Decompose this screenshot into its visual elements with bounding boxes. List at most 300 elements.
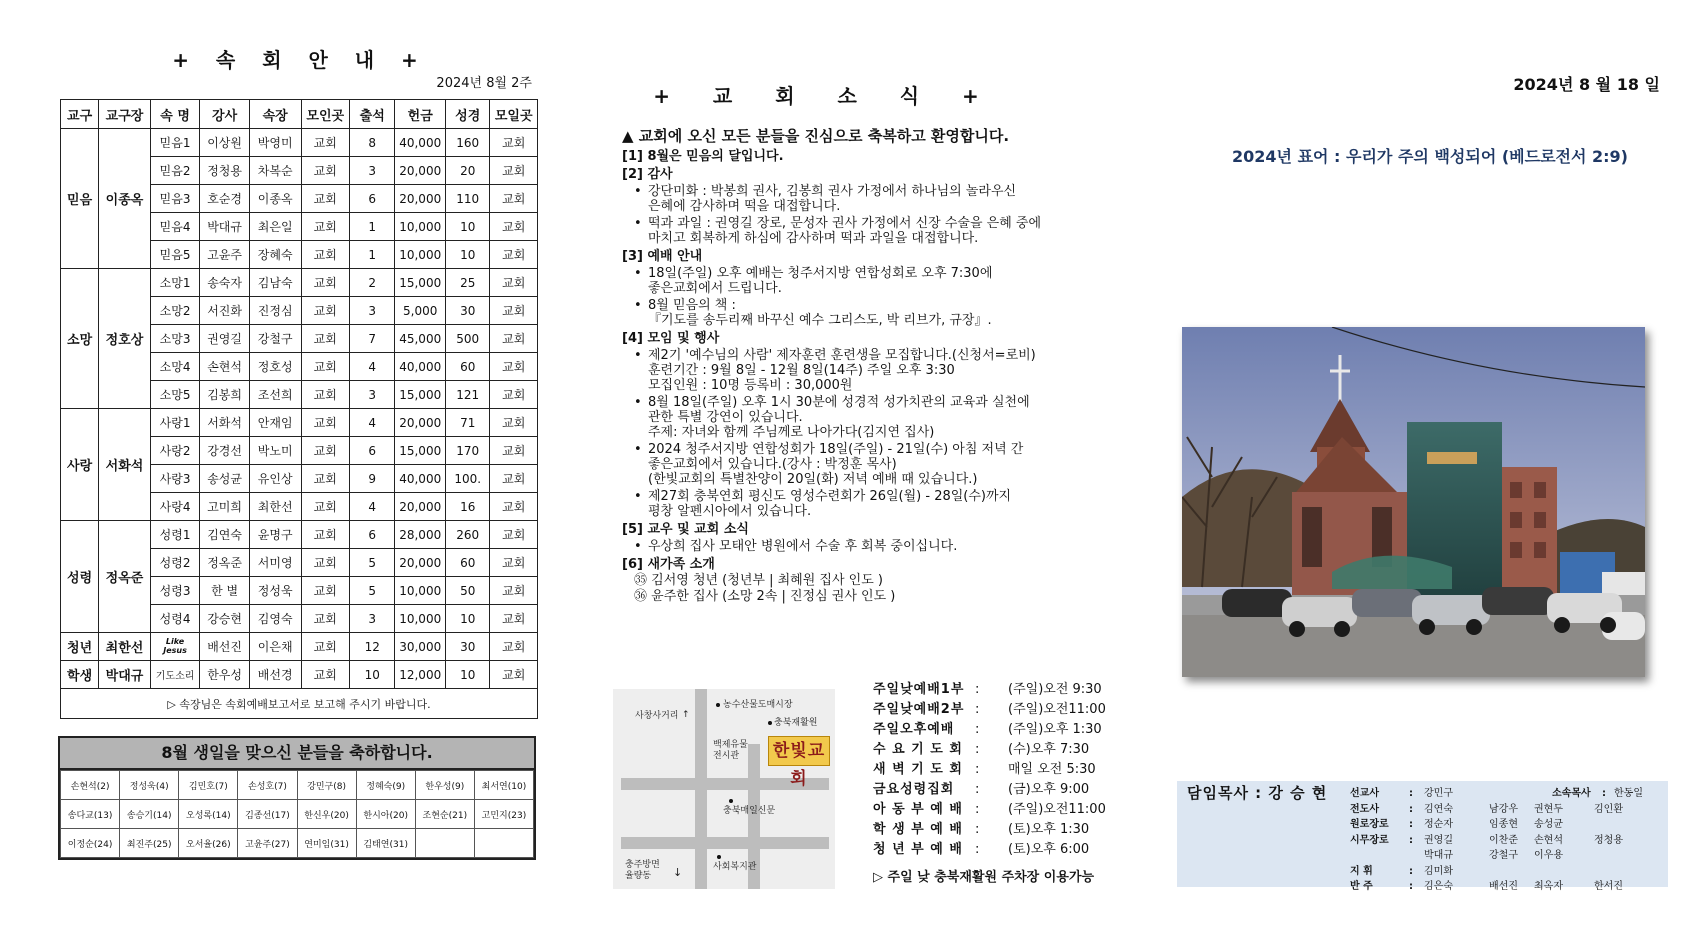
table-cell: 10 xyxy=(446,661,490,689)
map-arrow-up-icon: ↑ xyxy=(682,710,690,720)
service-name: 수 요 기 도 회 xyxy=(873,742,963,757)
news-section-heading: [2] 감사 xyxy=(622,167,673,182)
birthday-title: 8월 생일을 맞으신 분들을 축하합니다. xyxy=(60,738,534,770)
church-news-title: + 교 회 소 식 + xyxy=(653,84,997,108)
staff-role-label: 반 주 xyxy=(1350,881,1373,892)
table-cell: 장혜숙 xyxy=(249,241,301,269)
table-cell: 유인상 xyxy=(249,465,301,493)
table-cell: 교회 xyxy=(301,157,350,185)
table-cell: 교회 xyxy=(301,605,350,633)
service-time: (주일)오전11:00 xyxy=(1008,702,1106,717)
staff-role xyxy=(1350,786,1412,801)
table-cell: 교회 xyxy=(490,465,538,493)
table-cell: 교회 xyxy=(490,185,538,213)
staff-role xyxy=(1350,879,1412,894)
table-cell: 교회 xyxy=(301,241,350,269)
service-name: 주일오후예배 xyxy=(873,722,955,737)
news-item: • 제2기 '예수님의 사람' 제자훈련 훈련생을 모집합니다.(신청서=로비) 훈련기간 : 9월 8일 - 12월 8일(14주) 주일 오후 3:30 모집인원 : 10명 등록비 : 30,000원 xyxy=(634,348,1122,393)
table-cell: 서화석 xyxy=(200,409,250,437)
table-cell: 15,000 xyxy=(395,437,446,465)
table-cell: 교회 xyxy=(301,129,350,157)
table-header-cell: 교구장 xyxy=(99,100,151,129)
table-cell: 100. xyxy=(446,465,490,493)
table-cell: 교회 xyxy=(490,521,538,549)
table-cell: 사랑1 xyxy=(150,409,200,437)
service-time: 매일 오전 5:30 xyxy=(1008,762,1096,777)
table-cell: 교회 xyxy=(490,605,538,633)
service-time: (토)오후 1:30 xyxy=(1008,822,1090,837)
district-leader-cell: 정옥준 xyxy=(99,521,151,633)
staff-name: 송성균 xyxy=(1534,819,1563,830)
news-list xyxy=(622,184,1122,246)
table-cell: 20,000 xyxy=(395,157,446,185)
table-cell: 9 xyxy=(350,465,395,493)
table-cell: 10,000 xyxy=(395,241,446,269)
table-cell: 교회 xyxy=(301,661,350,689)
table-cell: 15,000 xyxy=(395,381,446,409)
table-cell: 성령4 xyxy=(150,605,200,633)
table-cell: 믿음5 xyxy=(150,241,200,269)
staff-name: 김은숙 xyxy=(1424,881,1453,892)
table-cell: 3 xyxy=(350,297,395,325)
table-cell: 4 xyxy=(350,353,395,381)
table-cell: 김연숙 xyxy=(200,521,250,549)
district-cell: 성령 xyxy=(61,521,99,633)
table-cell: 30 xyxy=(446,297,490,325)
table-cell: 교회 xyxy=(490,633,538,661)
news-section-heading: [3] 예배 안내 xyxy=(622,249,703,264)
table-cell: 믿음2 xyxy=(150,157,200,185)
table-cell: 4 xyxy=(350,409,395,437)
table-row xyxy=(61,269,538,297)
table-cell: 2 xyxy=(350,269,395,297)
table-cell: 최한선 xyxy=(249,493,301,521)
district-cell: 소망 xyxy=(61,269,99,409)
schedule-row xyxy=(873,780,1113,800)
map-label-rehab: 충북재활원 xyxy=(774,718,818,728)
map-label-museum: 백제유물 전시관 xyxy=(713,740,748,761)
district-leader-cell: 서화석 xyxy=(99,409,151,521)
table-cell: 교회 xyxy=(490,297,538,325)
birthday-cell: 정성욱(4) xyxy=(120,771,179,800)
table-cell: 10 xyxy=(350,661,395,689)
birthday-cell: 한시아(20) xyxy=(356,800,415,829)
table-cell: 성령3 xyxy=(150,577,200,605)
table-cell: 60 xyxy=(446,549,490,577)
table-cell: 서미영 xyxy=(249,549,301,577)
table-cell: 안재임 xyxy=(249,409,301,437)
table-cell: 차복순 xyxy=(249,157,301,185)
schedule-row xyxy=(873,680,1113,700)
staff-colon: : xyxy=(1602,788,1606,799)
annual-motto: 2024년 표어 : 우리가 주의 백성되어 (베드로전서 2:9) xyxy=(1232,147,1628,166)
parking-note: ▷ 주일 낮 충북재활원 주차장 이용가능 xyxy=(873,870,1094,885)
table-cell: 김남숙 xyxy=(249,269,301,297)
table-cell: 4 xyxy=(350,493,395,521)
schedule-row xyxy=(873,820,1113,840)
table-cell: 교회 xyxy=(301,549,350,577)
district-cell: 사랑 xyxy=(61,409,99,521)
staff-role-label: 시무장로 xyxy=(1350,834,1389,846)
table-cell: 5,000 xyxy=(395,297,446,325)
table-cell: 교회 xyxy=(490,661,538,689)
table-cell: 믿음3 xyxy=(150,185,200,213)
worship-schedule xyxy=(873,680,1113,860)
table-cell: 송숙자 xyxy=(200,269,250,297)
table-cell: 7 xyxy=(350,325,395,353)
table-cell: 28,000 xyxy=(395,521,446,549)
map-arrow-down-icon: ↓ xyxy=(673,866,683,879)
table-row xyxy=(61,409,538,437)
newcomer-item: ㊱ 윤주한 집사 (소망 2속 | 진정심 권사 인도 ) xyxy=(634,589,896,604)
staff-role-label: 선교사 xyxy=(1350,788,1379,799)
staff-name: 김연숙 xyxy=(1424,803,1453,815)
table-cell: 121 xyxy=(446,381,490,409)
news-list xyxy=(622,266,1122,328)
table-row-student xyxy=(61,661,538,689)
table-cell: 교회 xyxy=(490,549,538,577)
birthday-cell: 연미임(31) xyxy=(297,829,356,858)
table-cell: 20,000 xyxy=(395,493,446,521)
staff-name: 김미화 xyxy=(1424,865,1453,877)
birthday-cell: 손성호(7) xyxy=(238,771,297,800)
table-cell: 교회 xyxy=(301,437,350,465)
news-list xyxy=(622,539,1122,554)
map-marker-icon xyxy=(717,855,721,859)
birthday-cell: 김종선(17) xyxy=(238,800,297,829)
table-cell: 8 xyxy=(350,129,395,157)
table-cell: 교회 xyxy=(301,297,350,325)
table-cell: 이상원 xyxy=(200,129,250,157)
table-header-cell: 속장 xyxy=(249,100,301,129)
birthday-cell: 고윤주(27) xyxy=(238,829,297,858)
table-cell: 정성욱 xyxy=(249,577,301,605)
staff-role xyxy=(1350,802,1412,817)
table-cell: 호순경 xyxy=(200,185,250,213)
schedule-row xyxy=(873,800,1113,820)
table-cell: 교회 xyxy=(301,381,350,409)
news-item: • 강단미화 : 박봉희 권사, 김봉희 권사 가정에서 하나님의 놀라우신 은혜에 감사하며 떡을 대접합니다. xyxy=(634,184,1122,214)
district-leader-cell: 정호상 xyxy=(99,269,151,409)
birthday-cell: 오성록(14) xyxy=(179,800,238,829)
table-cell: 정청용 xyxy=(200,157,250,185)
birthday-box xyxy=(58,736,536,860)
news-section-heading: [5] 교우 및 교회 소식 xyxy=(622,522,749,537)
table-cell: 강철구 xyxy=(249,325,301,353)
table-cell: 3 xyxy=(350,157,395,185)
birthday-cell: 한신우(20) xyxy=(297,800,356,829)
table-cell: 교회 xyxy=(301,577,350,605)
staff-role-label: 지 휘 xyxy=(1350,865,1373,877)
table-row xyxy=(61,521,538,549)
birthday-row xyxy=(61,829,534,858)
news-item: • 2024 청주서지방 연합성회가 18일(주일) - 21일(수) 아침 저녁 간 좋은교회에서 있습니다.(강사 : 박정훈 목사) (한빛교회의 특별찬양이 20일(화) 저녁 예배 때 있습니다.) xyxy=(634,442,1122,487)
bulletin-date: 2024년 8 월 18 일 xyxy=(1513,75,1660,94)
table-cell: 교회 xyxy=(490,409,538,437)
staff-colon: : xyxy=(1409,819,1413,830)
table-header-cell: 성경 xyxy=(446,100,490,129)
map-label-newspaper: 충북매일신문 xyxy=(723,806,776,816)
birthday-cell xyxy=(415,829,474,858)
like-jesus-bottom: Jesus xyxy=(163,646,187,655)
table-cell: 교회 xyxy=(301,521,350,549)
district-cell: 학생 xyxy=(61,661,99,689)
table-cell: 40,000 xyxy=(395,129,446,157)
table-cell: 이은채 xyxy=(249,633,301,661)
table-header-cell: 교구 xyxy=(61,100,99,129)
birthday-cell: 고민지(23) xyxy=(474,800,533,829)
staff-role xyxy=(1350,817,1412,832)
service-time: (토)오후 6:00 xyxy=(1008,842,1090,857)
staff-role xyxy=(1350,833,1412,848)
table-cell: 25 xyxy=(446,269,490,297)
youth-cell-name xyxy=(150,633,200,661)
service-name: 금요성령집회 xyxy=(873,782,955,797)
table-cell: 20,000 xyxy=(395,549,446,577)
table-cell: 진정심 xyxy=(249,297,301,325)
birthday-cell: 김민호(7) xyxy=(179,771,238,800)
birthday-cell: 이정순(24) xyxy=(61,829,120,858)
news-item: • 18일(주일) 오후 예배는 청주서지방 연합성회로 오후 7:30에 좋은교회에서 드립니다. xyxy=(634,266,1122,296)
schedule-row xyxy=(873,760,1113,780)
table-header-cell: 출석 xyxy=(350,100,395,129)
table-cell: 교회 xyxy=(301,465,350,493)
news-item: • 8월 18일(주일) 오후 1시 30분에 성경적 성가치관의 교육과 실천에 관한 특별 강연이 있습니다. 주제: 자녀와 함께 주님께로 나아가다(김지연 집사) xyxy=(634,395,1122,440)
church-building-photo xyxy=(1182,327,1645,677)
newcomer-item: ㉟ 김서영 청년 (청년부 | 최혜원 집사 인도 ) xyxy=(634,573,883,588)
table-cell: 160 xyxy=(446,129,490,157)
table-cell: 260 xyxy=(446,521,490,549)
table-cell: 박대규 xyxy=(200,213,250,241)
service-name: 주일낮예배1부 xyxy=(873,682,965,697)
church-news xyxy=(622,129,1122,605)
birthday-table xyxy=(60,770,534,858)
district-leader-cell: 최한선 xyxy=(99,633,151,661)
table-cell: 12 xyxy=(350,633,395,661)
staff-name: 임종현 xyxy=(1489,819,1518,830)
table-cell: 교회 xyxy=(490,577,538,605)
table-cell: 3 xyxy=(350,381,395,409)
service-time: (금)오후 9:00 xyxy=(1008,782,1090,797)
table-cell: 1 xyxy=(350,213,395,241)
table-cell: 한우성 xyxy=(200,661,250,689)
table-cell: 교회 xyxy=(490,493,538,521)
table-cell: 배선경 xyxy=(249,661,301,689)
staff-name: 이찬준 xyxy=(1489,834,1518,846)
staff-name: 한동일 xyxy=(1614,788,1643,799)
news-item: • 8월 믿음의 책 : 『기도를 송두리째 바꾸신 예수 그리스도, 박 리브가, 규장』. xyxy=(634,298,1122,328)
schedule-colon: : xyxy=(975,742,980,757)
table-cell: 교회 xyxy=(490,213,538,241)
table-cell: 1 xyxy=(350,241,395,269)
staff-name: 강철구 xyxy=(1489,850,1518,861)
schedule-row xyxy=(873,700,1113,720)
birthday-cell: 조현순(21) xyxy=(415,800,474,829)
table-cell: 교회 xyxy=(490,381,538,409)
church-photo-image xyxy=(1182,327,1645,677)
table-cell: 교회 xyxy=(490,241,538,269)
map-marker-icon xyxy=(716,703,720,707)
table-cell: 10,000 xyxy=(395,605,446,633)
like-jesus-logo xyxy=(163,637,187,655)
schedule-row xyxy=(873,740,1113,760)
news-item: • 제27회 충북연회 평신도 영성수련회가 26일(월) - 28일(수)까지 평창 알펜시아에서 있습니다. xyxy=(634,489,1122,519)
news-item: • 우상희 집사 모태안 병원에서 수술 후 회복 중이십니다. xyxy=(634,539,1122,554)
table-cell: 45,000 xyxy=(395,325,446,353)
table-row xyxy=(61,129,538,157)
table-cell: 교회 xyxy=(301,633,350,661)
birthday-cell: 최서연(10) xyxy=(474,771,533,800)
table-cell: 사랑2 xyxy=(150,437,200,465)
service-name: 아 동 부 예 배 xyxy=(873,802,963,817)
table-cell: 강경선 xyxy=(200,437,250,465)
staff-name: 김인환 xyxy=(1594,803,1623,815)
table-cell: 서진화 xyxy=(200,297,250,325)
table-cell: 12,000 xyxy=(395,661,446,689)
welcome-message: ▲ 교회에 오신 모든 분들을 진심으로 축복하고 환영합니다. xyxy=(622,127,1010,145)
map-marker-icon xyxy=(729,799,733,803)
table-cell: 교회 xyxy=(301,269,350,297)
staff-name: 권영길 xyxy=(1424,834,1453,846)
table-cell: 김봉희 xyxy=(200,381,250,409)
table-cell: 6 xyxy=(350,521,395,549)
table-cell: 박노미 xyxy=(249,437,301,465)
table-cell: 사랑4 xyxy=(150,493,200,521)
staff-role xyxy=(1350,864,1412,879)
table-cell: 교회 xyxy=(490,269,538,297)
service-name: 새 벽 기 도 회 xyxy=(873,762,963,777)
table-cell: 성령2 xyxy=(150,549,200,577)
table-header-cell: 강사 xyxy=(200,100,250,129)
table-cell: 믿음1 xyxy=(150,129,200,157)
staff-colon: : xyxy=(1409,865,1413,877)
news-item: • 떡과 과일 : 권영길 장로, 문성자 권사 가정에서 신장 수술을 은혜 중에 마치고 회복하게 하심에 감사하며 떡과 과일을 대접합니다. xyxy=(634,216,1122,246)
table-cell: 15,000 xyxy=(395,269,446,297)
table-cell: 윤명구 xyxy=(249,521,301,549)
map-label-market: 농수산물도매시장 xyxy=(723,700,793,710)
staff-name: 권현두 xyxy=(1534,803,1563,815)
table-cell: 교회 xyxy=(301,325,350,353)
table-cell: 10,000 xyxy=(395,577,446,605)
map-marker-icon xyxy=(768,721,772,725)
table-cell: 71 xyxy=(446,409,490,437)
table-cell: 정호성 xyxy=(249,353,301,381)
cell-meeting-title: + 속 회 안 내 + xyxy=(172,48,428,72)
senior-pastor: 담임목사 : 강 승 현 xyxy=(1187,784,1328,802)
birthday-cell xyxy=(474,829,533,858)
table-cell: 한 별 xyxy=(200,577,250,605)
birthday-cell: 오서율(26) xyxy=(179,829,238,858)
cell-meeting-table xyxy=(60,99,538,719)
table-row-youth xyxy=(61,633,538,661)
table-cell: 30,000 xyxy=(395,633,446,661)
service-time: (주일)오후 1:30 xyxy=(1008,722,1102,737)
table-cell: 500 xyxy=(446,325,490,353)
table-cell: 10 xyxy=(446,213,490,241)
table-cell: 60 xyxy=(446,353,490,381)
table-cell: 6 xyxy=(350,185,395,213)
service-name: 주일낮예배2부 xyxy=(873,702,965,717)
table-cell: 교회 xyxy=(301,213,350,241)
table-cell: 권영길 xyxy=(200,325,250,353)
table-cell: 교회 xyxy=(490,353,538,381)
table-header-cell: 속 명 xyxy=(150,100,200,129)
table-cell: 송성균 xyxy=(200,465,250,493)
schedule-colon: : xyxy=(975,822,980,837)
staff-name: 남강우 xyxy=(1489,803,1518,815)
staff-name: 강민구 xyxy=(1424,788,1453,799)
table-cell: 박영미 xyxy=(249,129,301,157)
service-name: 학 생 부 예 배 xyxy=(873,822,963,837)
map-label-welfare: 사회복지관 xyxy=(713,862,757,872)
staff-colon: : xyxy=(1409,788,1413,799)
birthday-cell: 한우성(9) xyxy=(415,771,474,800)
district-leader-cell: 이종옥 xyxy=(99,129,151,269)
service-time: (주일)오전 9:30 xyxy=(1008,682,1102,697)
staff-name: 한서진 xyxy=(1594,881,1623,892)
table-cell: 교회 xyxy=(490,437,538,465)
table-cell: 사랑3 xyxy=(150,465,200,493)
table-cell: 소망3 xyxy=(150,325,200,353)
table-cell: 20 xyxy=(446,157,490,185)
table-cell: 50 xyxy=(446,577,490,605)
table-cell: 교회 xyxy=(490,157,538,185)
table-cell: 강승현 xyxy=(200,605,250,633)
table-cell: 교회 xyxy=(301,493,350,521)
table-cell: 고미희 xyxy=(200,493,250,521)
table-cell: 믿음4 xyxy=(150,213,200,241)
service-time: (주일)오전11:00 xyxy=(1008,802,1106,817)
table-cell: 10,000 xyxy=(395,213,446,241)
table-header-row xyxy=(61,100,538,129)
birthday-row xyxy=(61,800,534,829)
table-cell: 10 xyxy=(446,241,490,269)
table-cell: 20,000 xyxy=(395,409,446,437)
schedule-row xyxy=(873,840,1113,860)
table-header-cell: 헌금 xyxy=(395,100,446,129)
schedule-colon: : xyxy=(975,762,980,777)
staff-name: 최옥자 xyxy=(1534,881,1563,892)
table-cell: 소망4 xyxy=(150,353,200,381)
table-cell: 김영숙 xyxy=(249,605,301,633)
location-map xyxy=(613,689,835,889)
schedule-colon: : xyxy=(975,782,980,797)
table-cell: 손현석 xyxy=(200,353,250,381)
table-cell: 20,000 xyxy=(395,185,446,213)
news-section-heading: [1] 8월은 믿음의 달입니다. xyxy=(622,149,784,164)
table-cell: 30 xyxy=(446,633,490,661)
staff-name: 이우용 xyxy=(1534,850,1563,861)
table-note-row xyxy=(61,689,538,719)
service-name: 청 년 부 예 배 xyxy=(873,842,963,857)
birthday-cell: 강민구(8) xyxy=(297,771,356,800)
table-cell: 조선희 xyxy=(249,381,301,409)
schedule-colon: : xyxy=(975,702,980,717)
table-cell: 최은일 xyxy=(249,213,301,241)
birthday-cell: 정혜숙(9) xyxy=(356,771,415,800)
staff-name: 정청용 xyxy=(1594,834,1623,846)
table-cell: 40,000 xyxy=(395,353,446,381)
map-label-direction: 충주방면 율량동 xyxy=(625,860,660,881)
staff-colon: : xyxy=(1409,834,1413,846)
table-cell: 이종옥 xyxy=(249,185,301,213)
district-leader-cell: 박대규 xyxy=(99,661,151,689)
table-header-cell: 모일곳 xyxy=(490,100,538,129)
staff-name: 배선진 xyxy=(1489,881,1518,892)
birthday-row xyxy=(61,771,534,800)
table-cell: 교회 xyxy=(301,409,350,437)
table-cell: 성령1 xyxy=(150,521,200,549)
